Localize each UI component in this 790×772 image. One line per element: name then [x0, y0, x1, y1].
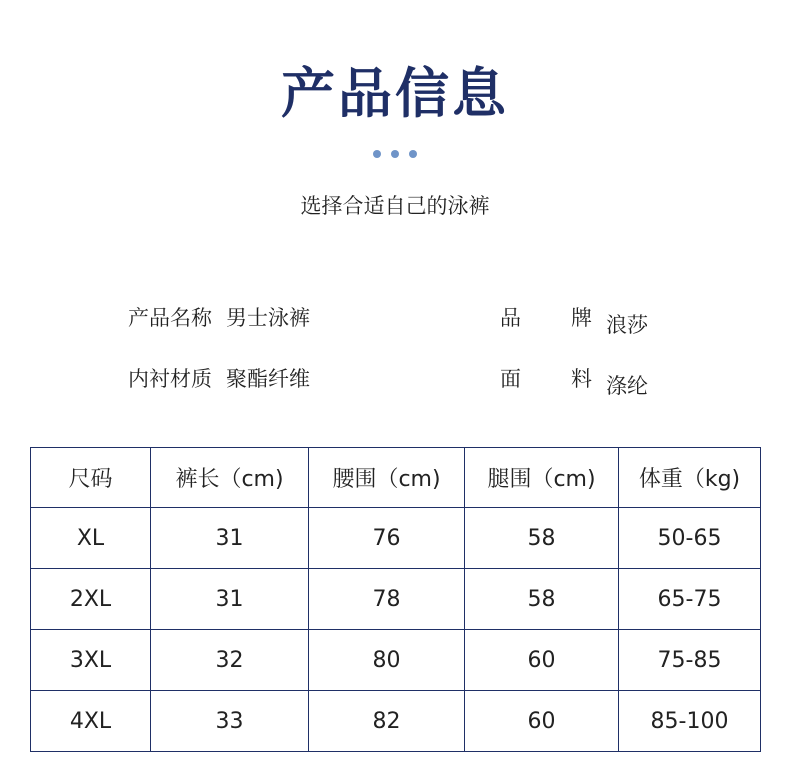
brand-label-char: 品: [500, 306, 521, 330]
decorative-dots: [0, 150, 790, 158]
lining-row: [128, 365, 310, 393]
header-length: 裤长（cm): [151, 448, 309, 508]
cell-thigh: 60: [465, 691, 619, 752]
fabric-label-char: 面: [500, 367, 521, 391]
cell-waist: 78: [309, 569, 465, 630]
header-waist: 腰围（cm): [309, 448, 465, 508]
dot-icon: [409, 150, 417, 158]
cell-length: 32: [151, 630, 309, 691]
cell-size: XL: [31, 508, 151, 569]
fabric-label: [500, 365, 592, 393]
brand-label: [500, 304, 592, 332]
cell-thigh: 58: [465, 508, 619, 569]
header-weight: 体重（kg): [619, 448, 761, 508]
cell-length: 31: [151, 569, 309, 630]
cell-waist: 76: [309, 508, 465, 569]
table-row: [31, 691, 761, 752]
brand-value: 浪莎: [606, 313, 648, 337]
cell-size: 4XL: [31, 691, 151, 752]
cell-size: 3XL: [31, 630, 151, 691]
page-subtitle: 选择合适自己的泳裤: [300, 194, 490, 218]
product-name-label: 产品名称: [128, 306, 212, 330]
lining-label: 内衬材质: [128, 367, 212, 391]
cell-weight: 85-100: [619, 691, 761, 752]
dot-icon: [391, 150, 399, 158]
cell-thigh: 58: [465, 569, 619, 630]
cell-thigh: 60: [465, 630, 619, 691]
cell-length: 31: [151, 508, 309, 569]
dot-icon: [373, 150, 381, 158]
size-table: [30, 447, 761, 752]
brand-row: [500, 304, 648, 339]
lining-value: 聚酯纤维: [226, 367, 310, 391]
cell-weight: 75-85: [619, 630, 761, 691]
cell-weight: 65-75: [619, 569, 761, 630]
fabric-label-char: 料: [571, 367, 592, 391]
table-row: [31, 569, 761, 630]
product-name-row: [128, 304, 310, 332]
cell-weight: 50-65: [619, 508, 761, 569]
header-size: 尺码: [31, 448, 151, 508]
cell-size: 2XL: [31, 569, 151, 630]
page-title: 产品信息: [281, 62, 509, 125]
product-name-value: 男士泳裤: [226, 306, 310, 330]
fabric-row: [500, 365, 648, 400]
fabric-value: 涤纶: [606, 374, 648, 398]
cell-length: 33: [151, 691, 309, 752]
table-row: [31, 508, 761, 569]
brand-label-char: 牌: [571, 306, 592, 330]
header-thigh: 腿围（cm): [465, 448, 619, 508]
cell-waist: 80: [309, 630, 465, 691]
table-header-row: [31, 448, 761, 508]
table-row: [31, 630, 761, 691]
cell-waist: 82: [309, 691, 465, 752]
